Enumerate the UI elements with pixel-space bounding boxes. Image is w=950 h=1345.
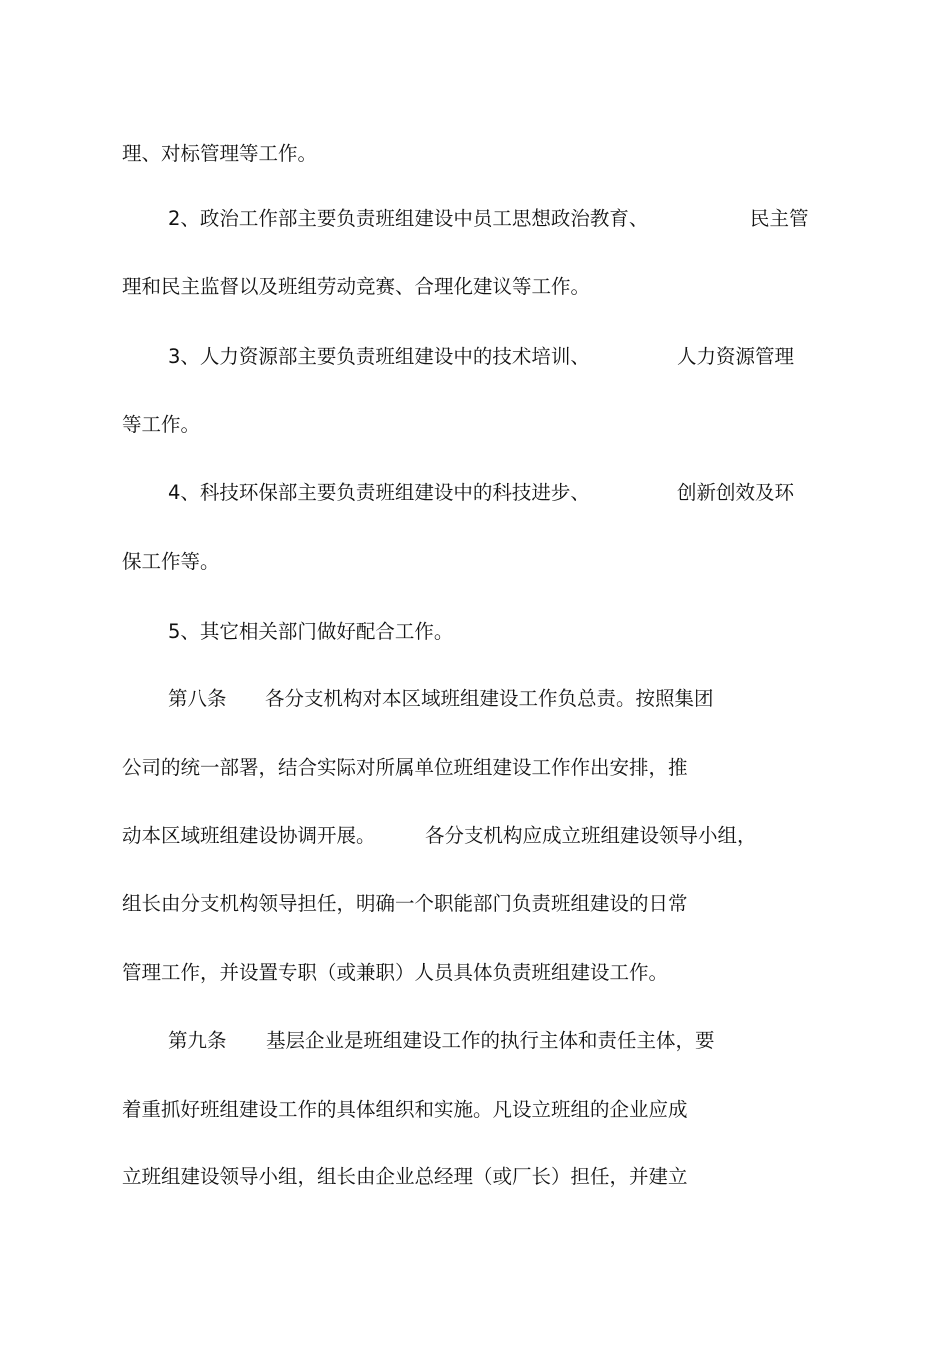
text-segment: 2、政治工作部主要负责班组建设中员工思想政治教育、 bbox=[168, 207, 649, 230]
text-segment: 创新创效及环 bbox=[677, 481, 795, 504]
text-segment: 3、人力资源部主要负责班组建设中的技术培训、 bbox=[168, 345, 590, 368]
text-segment: 各分支机构对本区域班组建设工作负总责。按照集团 bbox=[265, 687, 714, 710]
text-line: 着重抓好班组建设工作的具体组织和实施。凡设立班组的企业应成 bbox=[122, 1098, 688, 1121]
text-line: 5、其它相关部门做好配合工作。 bbox=[168, 620, 454, 643]
text-line bbox=[168, 480, 828, 506]
text-line bbox=[168, 1028, 788, 1054]
text-line: 立班组建设领导小组，组长由企业总经理（或厂长）担任，并建立 bbox=[122, 1165, 688, 1188]
text-segment: 动本区域班组建设协调开展。 bbox=[122, 824, 376, 847]
text-line: 理、对标管理等工作。 bbox=[122, 142, 318, 165]
text-segment: 4、科技环保部主要负责班组建设中的科技进步、 bbox=[168, 481, 590, 504]
text-line: 公司的统一部署，结合实际对所属单位班组建设工作作出安排，推 bbox=[122, 756, 688, 779]
article-number: 第八条 bbox=[168, 687, 227, 710]
text-line bbox=[122, 823, 802, 849]
text-line: 理和民主监督以及班组劳动竞赛、合理化建议等工作。 bbox=[122, 275, 591, 298]
text-segment: 民主管 bbox=[750, 207, 809, 230]
article-number: 第九条 bbox=[168, 1029, 227, 1052]
text-segment: 基层企业是班组建设工作的执行主体和责任主体，要 bbox=[266, 1029, 715, 1052]
text-line bbox=[168, 686, 788, 712]
text-line: 保工作等。 bbox=[122, 550, 220, 573]
text-line: 等工作。 bbox=[122, 413, 201, 436]
text-line bbox=[168, 206, 828, 232]
text-line: 组长由分支机构领导担任，明确一个职能部门负责班组建设的日常 bbox=[122, 892, 688, 915]
text-segment: 人力资源管理 bbox=[677, 345, 795, 368]
text-line bbox=[168, 344, 828, 370]
text-line: 管理工作，并设置专职（或兼职）人员具体负责班组建设工作。 bbox=[122, 961, 669, 984]
text-segment: 各分支机构应成立班组建设领导小组， bbox=[425, 824, 757, 847]
